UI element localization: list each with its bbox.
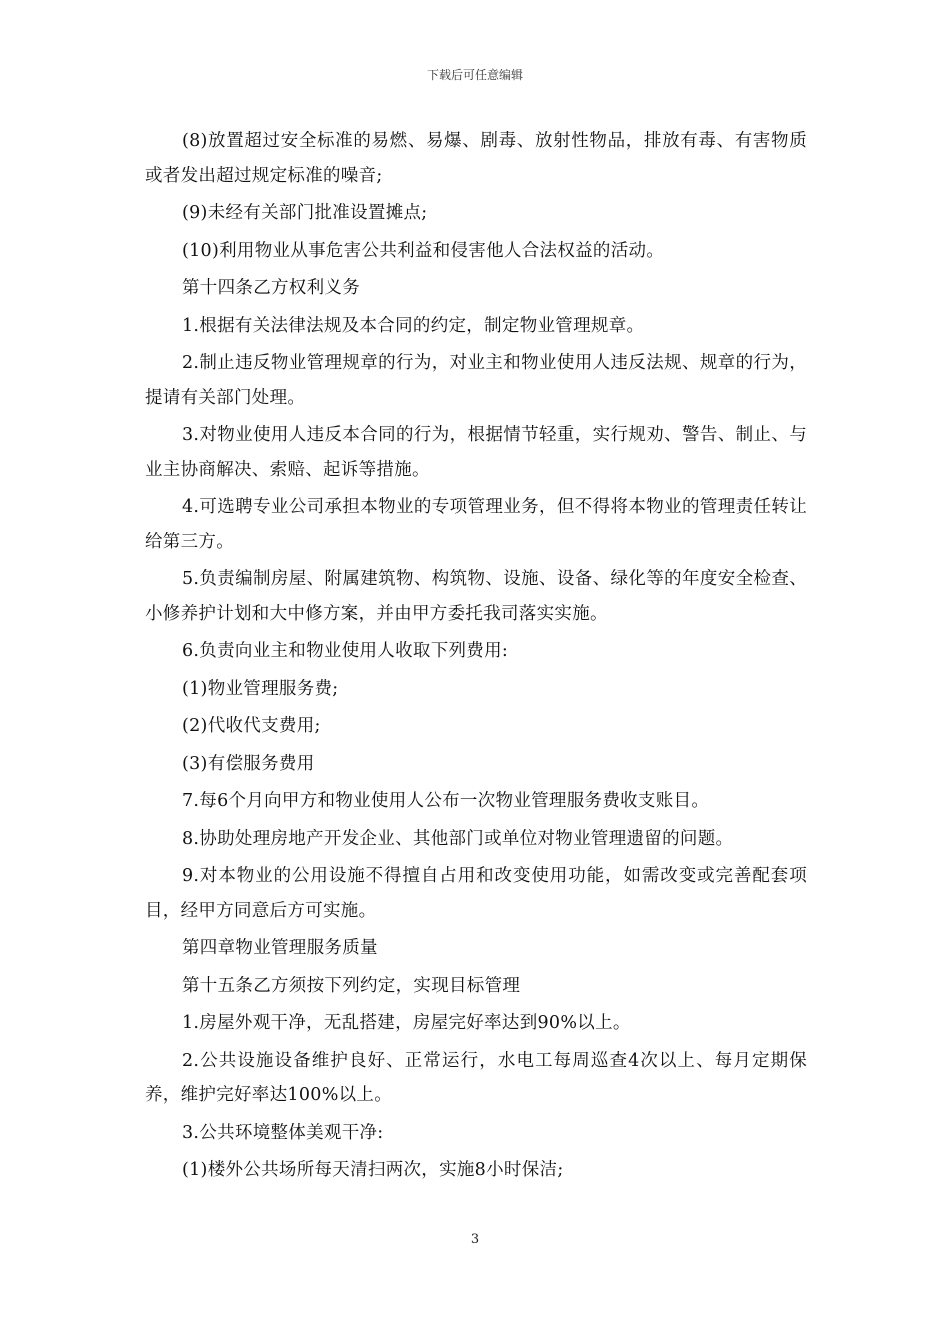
chapter-heading: 第四章物业管理服务质量 <box>182 938 378 958</box>
paragraph: 9.对本物业的公用设施不得擅自占用和改变使用功能，如需改变或完善配套项目，经甲方同意后方可实施。 <box>145 866 807 921</box>
paragraph: 1.根据有关法律法规及本合同的约定，制定物业管理规章。 <box>182 315 645 336</box>
paragraph: 1.房屋外观干净，无乱搭建，房屋完好率达到90%以上。 <box>182 1013 631 1033</box>
paragraph: 6.负责向业主和物业使用人收取下列费用: <box>182 641 509 661</box>
paragraph: (1)物业管理服务费; <box>182 678 339 699</box>
paragraph: (2)代收代支费用; <box>182 716 321 736</box>
paragraph: 3.对物业使用人违反本合同的行为，根据情节轻重，实行规劝、警告、制止、与业主协商解决、索赔、起诉等措施。 <box>145 425 807 480</box>
page-header: 下载后可任意编辑 <box>426 68 523 82</box>
paragraph: 2.制止违反物业管理规章的行为，对业主和物业使用人违反法规、规章的行为，提请有关部门处理。 <box>145 353 807 408</box>
paragraph: (3)有偿服务费用 <box>182 753 315 774</box>
paragraph: 3.公共环境整体美观干净: <box>182 1122 384 1143</box>
page-number: 3 <box>470 1232 480 1247</box>
document-body <box>145 124 807 1191</box>
paragraph: (10)利用物业从事危害公共利益和侵害他人合法权益的活动。 <box>182 240 665 261</box>
paragraph: (9)未经有关部门批准设置摊点; <box>182 203 428 223</box>
paragraph: 2.公共设施设备维护良好、正常运行，水电工每周巡查4次以上、每月定期保养，维护完好率达100%以上。 <box>145 1050 807 1105</box>
paragraph: (8)放置超过安全标准的易燃、易爆、剧毒、放射性物品，排放有毒、有害物质或者发出超过规定标准的噪音; <box>145 131 807 186</box>
paragraph: (1)楼外公共场所每天清扫两次，实施8小时保洁; <box>182 1160 564 1180</box>
paragraph: 4.可选聘专业公司承担本物业的专项管理业务，但不得将本物业的管理责任转让给第三方。 <box>145 497 807 552</box>
paragraph: 7.每6个月向甲方和物业使用人公布一次物业管理服务费收支账目。 <box>182 791 710 811</box>
paragraph: 5.负责编制房屋、附属建筑物、构筑物、设施、设备、绿化等的年度安全检查、小修养护计划和大中修方案，并由甲方委托我司落实实施。 <box>145 569 807 624</box>
section-heading: 第十四条乙方权利义务 <box>182 278 360 298</box>
section-heading: 第十五条乙方须按下列约定，实现目标管理 <box>182 975 521 996</box>
paragraph: 8.协助处理房地产开发企业、其他部门或单位对物业管理遗留的问题。 <box>182 828 734 849</box>
